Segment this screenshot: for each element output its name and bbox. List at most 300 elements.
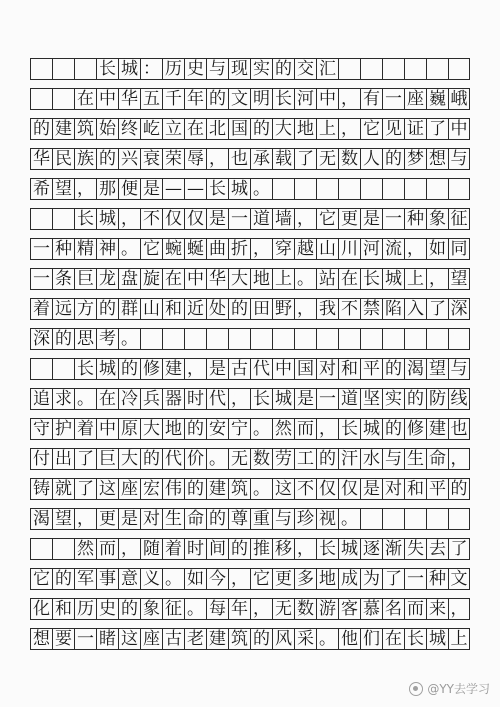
grid-row: [30, 238, 470, 260]
grid-cell: 也: [448, 418, 470, 440]
grid-cell: 始: [96, 118, 118, 140]
grid-cell: 盘: [118, 268, 140, 290]
grid-cell: 荣: [162, 148, 184, 170]
grid-cell: 仅: [162, 208, 184, 230]
grid-cell: [162, 328, 184, 350]
grid-cell: ，: [404, 238, 426, 260]
grid-cell: 一: [74, 628, 96, 650]
grid-cell: [316, 178, 338, 200]
grid-cell: 征: [162, 598, 184, 620]
grid-cell: 一: [30, 238, 52, 260]
grid-cell: 中: [96, 88, 118, 110]
grid-cell: 移: [272, 538, 294, 560]
grid-cell: 今: [206, 568, 228, 590]
grid-cell: 的: [206, 88, 228, 110]
grid-cell: 种: [426, 568, 448, 590]
grid-cell: 修: [404, 418, 426, 440]
grid-cell: 着: [30, 298, 52, 320]
grid-cell: [184, 328, 206, 350]
grid-cell: 是: [140, 178, 162, 200]
grid-cell: 民: [52, 148, 74, 170]
grid-cell: 无: [272, 598, 294, 620]
grid-cell: 城: [228, 178, 250, 200]
grid-cell: [338, 328, 360, 350]
grid-cell: 的: [250, 118, 272, 140]
grid-cell: 冷: [118, 388, 140, 410]
grid-cell: 与: [448, 148, 470, 170]
grid-row: [30, 568, 470, 590]
grid-cell: 代: [250, 358, 272, 380]
grid-cell: 事: [96, 568, 118, 590]
grid-cell: 军: [74, 568, 96, 590]
grid-cell: ，: [118, 538, 140, 560]
grid-cell: 长: [74, 358, 96, 380]
grid-cell: 方: [74, 298, 96, 320]
grid-cell: 的: [30, 118, 52, 140]
grid-cell: 龙: [96, 268, 118, 290]
grid-cell: 想: [30, 628, 52, 650]
grid-cell: 终: [118, 118, 140, 140]
grid-cell: 现: [228, 58, 250, 80]
grid-cell: 大: [272, 118, 294, 140]
grid-row: [30, 628, 470, 650]
grid-cell: 的: [52, 568, 74, 590]
grid-row: [30, 148, 470, 170]
grid-cell: 田: [250, 298, 272, 320]
grid-cell: [404, 58, 426, 80]
grid-cell: 风: [272, 628, 294, 650]
grid-cell: 我: [316, 298, 338, 320]
grid-cell: 对: [316, 358, 338, 380]
grid-cell: 间: [206, 538, 228, 560]
grid-cell: 了: [294, 148, 316, 170]
grid-cell: 河: [360, 238, 382, 260]
grid-cell: [30, 88, 52, 110]
grid-cell: [228, 328, 250, 350]
grid-cell: 一: [30, 268, 52, 290]
grid-cell: 深: [30, 328, 52, 350]
grid-cell: 建: [426, 418, 448, 440]
grid-cell: 兴: [118, 148, 140, 170]
grid-cell: 推: [250, 538, 272, 560]
grid-cell: [52, 538, 74, 560]
grid-cell: 尊: [228, 508, 250, 530]
grid-cell: 野: [272, 298, 294, 320]
grid-cell: ，: [316, 418, 338, 440]
grid-cell: [272, 328, 294, 350]
grid-cell: 线: [448, 388, 470, 410]
grid-cell: 深: [448, 298, 470, 320]
grid-cell: 出: [52, 448, 74, 470]
grid-cell: 中: [316, 88, 338, 110]
grid-cell: 。: [338, 508, 360, 530]
grid-cell: 蜒: [184, 238, 206, 260]
grid-cell: 这: [118, 628, 140, 650]
grid-cell: 神: [96, 238, 118, 260]
grid-cell: 数: [338, 148, 360, 170]
grid-cell: 了: [426, 298, 448, 320]
grid-cell: [294, 178, 316, 200]
grid-cell: 们: [360, 628, 382, 650]
grid-cell: 劳: [272, 448, 294, 470]
grid-cell: 河: [294, 88, 316, 110]
grid-cell: 客: [338, 598, 360, 620]
grid-cell: 地: [316, 568, 338, 590]
grid-cell: 是: [360, 208, 382, 230]
grid-cell: 渴: [404, 358, 426, 380]
grid-cell: 座: [140, 628, 162, 650]
circle-logo-icon: [409, 682, 423, 696]
grid-cell: 一: [404, 568, 426, 590]
grid-cell: 建: [52, 118, 74, 140]
grid-cell: 地: [162, 418, 184, 440]
grid-cell: 就: [52, 478, 74, 500]
grid-cell: 穿: [272, 238, 294, 260]
grid-cell: 意: [118, 568, 140, 590]
grid-cell: 人: [360, 148, 382, 170]
grid-cell: 国: [294, 358, 316, 380]
grid-cell: 义: [140, 568, 162, 590]
grid-cell: 筑: [228, 628, 250, 650]
grid-cell: 历: [162, 58, 184, 80]
grid-cell: 千: [162, 88, 184, 110]
grid-cell: 便: [118, 178, 140, 200]
grid-cell: 华: [118, 88, 140, 110]
grid-cell: 成: [338, 568, 360, 590]
grid-cell: 考: [96, 328, 118, 350]
grid-cell: 思: [74, 328, 96, 350]
grid-cell: 的: [184, 418, 206, 440]
grid-cell: [30, 208, 52, 230]
grid-cell: 的: [448, 478, 470, 500]
grid-cell: 。: [250, 418, 272, 440]
grid-cell: 护: [52, 418, 74, 440]
grid-row: [30, 358, 470, 380]
grid-cell: [448, 328, 470, 350]
grid-cell: 一: [316, 388, 338, 410]
grid-cell: 和: [52, 598, 74, 620]
grid-cell: 历: [74, 598, 96, 620]
grid-cell: 证: [404, 118, 426, 140]
grid-cell: 的: [382, 418, 404, 440]
grid-cell: 和: [162, 298, 184, 320]
grid-cell: 安: [206, 418, 228, 440]
grid-cell: [448, 508, 470, 530]
grid-cell: 蜿: [162, 238, 184, 260]
grid-cell: 地: [294, 118, 316, 140]
grid-cell: 古: [162, 628, 184, 650]
grid-cell: 的: [250, 628, 272, 650]
grid-cell: 的: [228, 538, 250, 560]
grid-cell: 而: [404, 598, 426, 620]
grid-cell: 衰: [140, 148, 162, 170]
grid-cell: [382, 508, 404, 530]
grid-cell: ，: [206, 148, 228, 170]
grid-cell: [338, 58, 360, 80]
grid-cell: 睹: [96, 628, 118, 650]
grid-cell: 的: [118, 358, 140, 380]
grid-cell: 筑: [228, 478, 250, 500]
grid-cell: 明: [250, 88, 272, 110]
grid-cell: 的: [52, 328, 74, 350]
grid-cell: 上: [272, 268, 294, 290]
grid-row: [30, 268, 470, 290]
grid-cell: 在: [74, 88, 96, 110]
grid-cell: 入: [404, 298, 426, 320]
grid-cell: 更: [96, 508, 118, 530]
grid-cell: [448, 58, 470, 80]
grid-cell: 时: [184, 388, 206, 410]
grid-cell: 一: [228, 208, 250, 230]
grid-cell: 与: [272, 508, 294, 530]
grid-cell: 峨: [448, 88, 470, 110]
grid-cell: 采: [294, 628, 316, 650]
grid-cell: 它: [140, 238, 162, 260]
grid-cell: ，: [74, 178, 96, 200]
grid-row: [30, 88, 470, 110]
grid-row: [30, 418, 470, 440]
grid-cell: 上: [404, 268, 426, 290]
grid-cell: 上: [448, 628, 470, 650]
grid-cell: 与: [206, 58, 228, 80]
grid-cell: 见: [382, 118, 404, 140]
grid-cell: 。: [118, 328, 140, 350]
grid-cell: 大: [228, 268, 250, 290]
grid-cell: 对: [382, 478, 404, 500]
grid-cell: 数: [250, 448, 272, 470]
grid-cell: [404, 178, 426, 200]
grid-cell: 兵: [140, 388, 162, 410]
grid-cell: 了: [426, 118, 448, 140]
grid-cell: ，: [228, 388, 250, 410]
grid-cell: [30, 358, 52, 380]
grid-cell: 而: [294, 418, 316, 440]
grid-cell: 种: [52, 238, 74, 260]
grid-row: [30, 598, 470, 620]
grid-cell: 是: [360, 478, 382, 500]
grid-cell: 是: [118, 508, 140, 530]
grid-cell: ：: [140, 58, 162, 80]
grid-cell: 远: [52, 298, 74, 320]
grid-cell: 建: [206, 478, 228, 500]
grid-cell: 与: [448, 358, 470, 380]
grid-cell: 城: [426, 628, 448, 650]
grid-cell: 的: [272, 58, 294, 80]
grid-cell: 守: [30, 418, 52, 440]
grid-cell: 站: [316, 268, 338, 290]
grid-cell: 史: [96, 598, 118, 620]
grid-cell: [338, 178, 360, 200]
grid-cell: 宏: [140, 478, 162, 500]
grid-cell: 失: [404, 538, 426, 560]
grid-cell: 时: [184, 538, 206, 560]
grid-cell: 座: [404, 88, 426, 110]
grid-cell: 它: [360, 118, 382, 140]
grid-cell: 更: [272, 568, 294, 590]
grid-cell: 道: [338, 388, 360, 410]
grid-cell: 不: [140, 208, 162, 230]
grid-cell: 修: [140, 358, 162, 380]
grid-cell: 文: [448, 568, 470, 590]
grid-cell: 在: [338, 268, 360, 290]
grid-cell: 长: [250, 388, 272, 410]
grid-cell: 华: [206, 268, 228, 290]
grid-cell: ，: [448, 448, 470, 470]
grid-cell: 曲: [206, 238, 228, 260]
grid-cell: 长: [96, 58, 118, 80]
grid-cell: 重: [250, 508, 272, 530]
grid-cell: 价: [184, 448, 206, 470]
grid-cell: 想: [426, 148, 448, 170]
grid-cell: ，: [250, 598, 272, 620]
grid-cell: 数: [294, 598, 316, 620]
grid-cell: 它: [316, 208, 338, 230]
grid-cell: 代: [162, 448, 184, 470]
grid-cell: 城: [338, 538, 360, 560]
grid-cell: 着: [74, 418, 96, 440]
grid-cell: 着: [162, 538, 184, 560]
grid-cell: 山: [140, 298, 162, 320]
grid-cell: 的: [228, 298, 250, 320]
grid-cell: ，: [338, 118, 360, 140]
grid-cell: 更: [338, 208, 360, 230]
grid-cell: 无: [228, 448, 250, 470]
grid-cell: 长: [404, 628, 426, 650]
grid-cell: 城: [360, 418, 382, 440]
grid-cell: 巍: [426, 88, 448, 110]
grid-cell: 的: [316, 448, 338, 470]
grid-row: [30, 118, 470, 140]
grid-cell: 种: [404, 208, 426, 230]
grid-cell: 在: [184, 118, 206, 140]
grid-row: [30, 328, 470, 350]
grid-cell: 年: [228, 598, 250, 620]
grid-cell: [250, 328, 272, 350]
grid-cell: 平: [360, 358, 382, 380]
grid-cell: 梦: [404, 148, 426, 170]
grid-cell: ，: [294, 208, 316, 230]
grid-cell: 这: [96, 478, 118, 500]
grid-row: [30, 508, 470, 530]
grid-cell: 的: [206, 508, 228, 530]
grid-row: [30, 208, 470, 230]
grid-cell: 城: [96, 208, 118, 230]
grid-cell: [382, 58, 404, 80]
grid-cell: [52, 88, 74, 110]
grid-row: [30, 178, 470, 200]
grid-cell: 城: [272, 388, 294, 410]
grid-cell: 川: [338, 238, 360, 260]
grid-cell: ，: [294, 298, 316, 320]
grid-cell: 长: [206, 178, 228, 200]
grid-cell: [426, 508, 448, 530]
grid-cell: 了: [74, 478, 96, 500]
grid-cell: 巨: [74, 268, 96, 290]
grid-cell: 华: [30, 148, 52, 170]
grid-cell: 长: [338, 418, 360, 440]
grid-cell: 不: [338, 298, 360, 320]
grid-cell: 珍: [294, 508, 316, 530]
grid-cell: 和: [404, 478, 426, 500]
grid-cell: 群: [118, 298, 140, 320]
grid-cell: 条: [52, 268, 74, 290]
grid-cell: 如: [184, 568, 206, 590]
grid-cell: [30, 58, 52, 80]
grid-cell: 年: [184, 88, 206, 110]
grid-cell: 中: [272, 358, 294, 380]
grid-cell: [316, 328, 338, 350]
grid-cell: [360, 508, 382, 530]
grid-cell: 平: [426, 478, 448, 500]
grid-cell: 有: [360, 88, 382, 110]
grid-row: [30, 538, 470, 560]
grid-cell: 道: [250, 208, 272, 230]
grid-cell: 伟: [162, 478, 184, 500]
grid-cell: 望: [448, 268, 470, 290]
grid-cell: 北: [206, 118, 228, 140]
grid-cell: [404, 328, 426, 350]
grid-cell: 去: [426, 538, 448, 560]
grid-cell: 仅: [316, 478, 338, 500]
grid-cell: ，: [426, 268, 448, 290]
grid-cell: 是: [206, 208, 228, 230]
grid-cell: [360, 328, 382, 350]
grid-cell: 。: [118, 238, 140, 260]
grid-cell: 随: [140, 538, 162, 560]
grid-cell: 大: [118, 448, 140, 470]
grid-cell: [426, 58, 448, 80]
grid-cell: 。: [162, 568, 184, 590]
grid-cell: 屹: [140, 118, 162, 140]
grid-cell: 文: [228, 88, 250, 110]
grid-cell: 了: [74, 448, 96, 470]
grid-cell: 是: [294, 388, 316, 410]
grid-cell: 渴: [30, 508, 52, 530]
grid-cell: [382, 178, 404, 200]
grid-cell: ，: [228, 568, 250, 590]
grid-cell: 仅: [338, 478, 360, 500]
grid-cell: [294, 328, 316, 350]
grid-cell: 是: [206, 358, 228, 380]
grid-cell: 视: [316, 508, 338, 530]
grid-cell: 对: [140, 508, 162, 530]
watermark-text: @YY去学习: [427, 682, 490, 696]
grid-cell: 一: [382, 208, 404, 230]
grid-cell: 陷: [382, 298, 404, 320]
grid-cell: 水: [360, 448, 382, 470]
grid-cell: 五: [140, 88, 162, 110]
grid-cell: 望: [52, 508, 74, 530]
grid-cell: 。: [250, 478, 272, 500]
grid-cell: 。: [206, 448, 228, 470]
grid-cell: 原: [118, 418, 140, 440]
grid-cell: [52, 358, 74, 380]
grid-cell: ，: [250, 238, 272, 260]
grid-cell: [272, 178, 294, 200]
grid-cell: 同: [448, 238, 470, 260]
grid-cell: 化: [30, 598, 52, 620]
grid-cell: 近: [184, 298, 206, 320]
grid-row: [30, 478, 470, 500]
grid-cell: 长: [74, 208, 96, 230]
grid-cell: 生: [162, 508, 184, 530]
grid-cell: 渐: [382, 538, 404, 560]
grid-cell: 希: [30, 178, 52, 200]
grid-cell: 国: [228, 118, 250, 140]
grid-cell: 为: [360, 568, 382, 590]
grid-cell: 命: [426, 448, 448, 470]
grid-cell: 禁: [360, 298, 382, 320]
